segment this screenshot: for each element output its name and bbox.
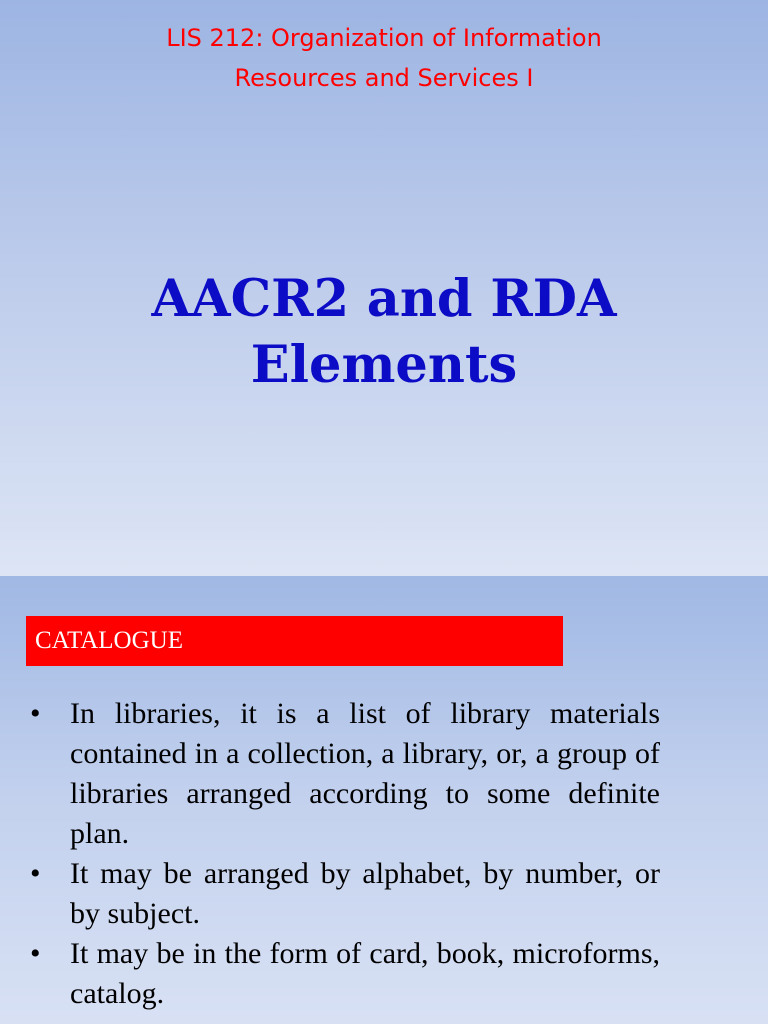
bullet-text: It may be arranged by alphabet, by number, or by subject.: [70, 857, 660, 930]
list-item: [30, 854, 660, 934]
main-title-line-1: AACR2 and RDA: [151, 269, 617, 329]
catalogue-slide: [0, 576, 768, 1024]
bullet-text: In libraries, it is a list of library materials contained in a collection, a library, or, a group of libraries arranged according to some definite plan.: [70, 697, 660, 850]
bullet-icon: •: [30, 697, 41, 730]
list-item: [30, 694, 660, 854]
bullet-icon: •: [30, 937, 41, 970]
main-title: [0, 266, 768, 398]
main-title-line-2: Elements: [250, 335, 518, 395]
course-title-line-1: LIS 212: Organization of Information: [166, 24, 602, 52]
bullet-text: It may be in the form of card, book, microforms, catalog.: [70, 937, 660, 1010]
bullet-list: [30, 694, 660, 1014]
section-banner: CATALOGUE: [26, 616, 563, 666]
bullet-icon: •: [30, 857, 41, 890]
course-title-line-2: Resources and Services I: [234, 64, 534, 92]
list-item: [30, 934, 660, 1014]
course-title: [0, 18, 768, 98]
